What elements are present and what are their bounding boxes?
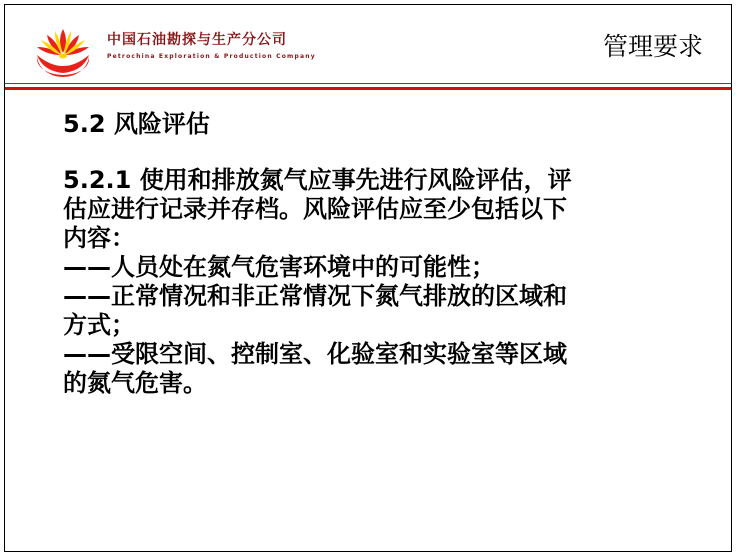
company-name-cn: 中国石油勘探与生产分公司 bbox=[107, 32, 287, 48]
body-line: ——正常情况和非正常情况下氮气排放的区域和 bbox=[63, 282, 567, 310]
company-name-en: Petrochina Exploration & Production Company bbox=[107, 53, 316, 60]
body-line: 内容： bbox=[63, 224, 135, 252]
body-line: 5.2.1 使用和排放氮气应事先进行风险评估，评 bbox=[63, 166, 572, 194]
body-line: ——人员处在氮气危害环境中的可能性； bbox=[63, 253, 495, 281]
body-line: 估应进行记录并存档。风险评估应至少包括以下 bbox=[63, 195, 567, 223]
slide-content bbox=[63, 109, 671, 398]
header-divider-thick bbox=[5, 87, 731, 90]
petrochina-logo-icon bbox=[33, 25, 93, 77]
company-name bbox=[107, 31, 316, 60]
header-divider-thin bbox=[5, 83, 731, 84]
body-line: ——受限空间、控制室、化验室和实验室等区域 bbox=[63, 340, 567, 368]
content-heading: 5.2 风险评估 bbox=[63, 110, 210, 138]
body-line: 方式； bbox=[63, 311, 135, 339]
section-title: 管理要求 bbox=[602, 32, 703, 61]
content-body bbox=[63, 166, 671, 398]
slide bbox=[4, 4, 732, 552]
body-line: 的氮气危害。 bbox=[63, 369, 207, 397]
